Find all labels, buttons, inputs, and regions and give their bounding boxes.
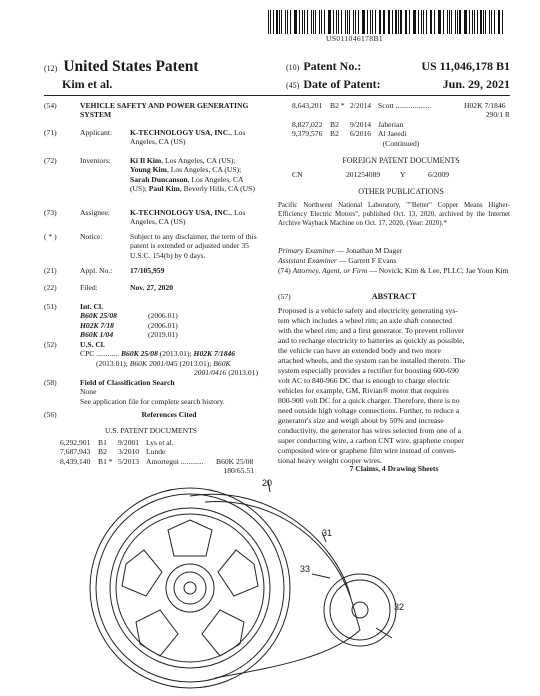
ref-number: 9,379,576 <box>292 129 323 139</box>
abstract-line: tem which includes a wheel rim; an axle shaft connected <box>278 316 452 325</box>
barcode-bar <box>294 10 295 34</box>
field-code: (73) <box>44 208 57 217</box>
attorney-label: Attorney, Agent, or Firm <box>292 266 368 275</box>
field-code: (21) <box>44 266 57 275</box>
belt-line-inner <box>205 502 350 596</box>
barcode-bar <box>414 10 415 34</box>
barcode-bar <box>328 10 329 34</box>
left-references-list <box>60 438 260 476</box>
application-number: 17/105,959 <box>130 266 165 275</box>
axle-center <box>184 582 196 594</box>
barcode-bar <box>485 10 486 34</box>
barcode-bar <box>449 10 450 34</box>
abstract-line: volt AC to 840-966 DC that is enough to charge electric <box>278 376 450 385</box>
reference-row <box>60 457 260 466</box>
spoke-opening <box>122 550 162 596</box>
attorney <box>278 266 510 275</box>
barcode-bar <box>398 10 399 34</box>
field-code: (56) <box>44 410 57 419</box>
barcode-bar <box>400 10 402 34</box>
barcode-bar <box>409 10 410 34</box>
assignee-value <box>130 208 258 227</box>
patent-date-label <box>286 76 381 94</box>
barcode-bar <box>380 10 381 34</box>
barcode-bar <box>451 10 452 34</box>
abstract-line: Proposed is a vehicle safety and electricity generating sys- <box>278 306 458 315</box>
figure-label-33: 33 <box>300 564 311 574</box>
figure-label-20: 20 <box>262 478 273 488</box>
figure-label-31: 31 <box>322 528 333 538</box>
inventors-field <box>44 156 258 194</box>
wheel-rim-outer <box>90 488 290 688</box>
field-label: Notice: <box>80 232 103 241</box>
abstract-line: need outside high voltage connections. Further, to reduce a <box>278 406 460 415</box>
reference-row <box>60 447 260 456</box>
abstract-line: with the wheel rim; and a first generator. To prevent rollover <box>278 326 465 335</box>
inventor-name: Sarah Duncanson <box>130 174 188 184</box>
barcode-bar <box>372 10 373 34</box>
search-field <box>44 378 258 406</box>
authors: Kim et al. <box>62 77 113 91</box>
abstract-line: the vehicle can have an extended body and two more <box>278 346 441 355</box>
barcode-bar <box>295 10 297 34</box>
barcode-bar <box>502 10 503 34</box>
ref-kind: B2 <box>98 447 107 457</box>
attorney-name: — Novick, Kim & Lee, PLLC; Jae Youn Kim <box>367 266 509 275</box>
cpc-class: H02K 7/1846 <box>193 349 236 359</box>
ref-date: 2/2014 <box>350 101 372 110</box>
examiner-label: Primary Examiner <box>278 246 335 255</box>
barcode-bar <box>494 10 495 34</box>
foreign-kind: Y <box>400 170 406 179</box>
barcode-bar <box>426 10 427 34</box>
barcode-bar <box>383 10 385 34</box>
cpc-version: (2013.01); <box>177 358 214 368</box>
barcode-bar <box>406 10 407 34</box>
ref-name: Al Jaeedi <box>378 129 407 139</box>
barcode-number: US011046178B1 <box>326 34 384 43</box>
abstract-line: generator's size and weigh about by 50% and increase <box>278 416 444 425</box>
ref-name: Scott ................... <box>378 101 432 110</box>
patent-type-title <box>44 58 199 76</box>
barcode-bar <box>370 10 371 34</box>
patent-drawing <box>30 478 510 696</box>
barcode-bar <box>287 10 288 34</box>
abstract-line: conductivity, the generator has wires selected from one of a <box>278 426 462 435</box>
barcode-bar <box>439 10 440 34</box>
barcode-bar <box>459 10 460 34</box>
inventor-location: , Los Angeles, CA (US); <box>130 174 244 194</box>
ref-date: 5/2013 <box>118 456 140 466</box>
abstract-line: 800-900 volt DC for a quick charger. Therefore, there is no <box>278 396 460 405</box>
barcode-bar <box>341 10 342 34</box>
field-label: Assignee: <box>80 208 110 217</box>
other-publication-text: Pacific Northwest National Laboratory, ""Better" Copper Means Higher-Efficiency Electric Motors", published Oct. 13, 2020, archived by the Internet Archive Wayback Machine on Oct. 17, 2020, (Year: 2020).* <box>278 201 510 227</box>
document-title: United States Patent <box>63 58 199 75</box>
barcode-bar <box>474 10 475 34</box>
barcode-bar <box>319 10 321 34</box>
us-cl-block <box>80 340 258 378</box>
applicant-location: , Los Angeles, CA (US) <box>130 128 246 147</box>
barcode-bar <box>434 10 435 34</box>
ref-class: H02K 7/1846 <box>464 101 506 110</box>
patent-date-code: (45) <box>286 81 300 90</box>
ref-kind: B2 <box>330 129 339 139</box>
assistant-examiner <box>278 256 510 265</box>
field-label: Appl. No.: <box>80 266 113 275</box>
us-cl-field <box>44 340 258 378</box>
patent-date: Jun. 29, 2021 <box>442 77 510 91</box>
examiner-label: Assistant Examiner <box>278 256 337 265</box>
inventor-name: Paul Kim <box>148 184 180 194</box>
cpc-version: (2013.01); <box>96 358 130 368</box>
filed-field <box>44 283 258 292</box>
barcode-bar <box>464 10 465 34</box>
field-label: Inventors: <box>80 156 111 165</box>
barcode-bar <box>273 10 274 34</box>
ref-name: Amortegui ............ <box>146 456 204 466</box>
barcode-bar <box>477 10 478 34</box>
barcode-bar <box>311 10 312 34</box>
cpc-label: CPC ............ <box>80 349 120 359</box>
abstract-heading <box>278 292 510 301</box>
barcode-bar <box>379 10 380 34</box>
field-code: (71) <box>44 128 57 137</box>
cpc-text <box>80 349 258 358</box>
barcode-bar <box>498 10 499 34</box>
foreign-country: CN <box>292 170 303 179</box>
abstract-line: and to recharge electricity to batteries as quickly as possible, <box>278 336 465 345</box>
ref-number: 7,687,943 <box>60 447 91 457</box>
ref-number: 6,292,901 <box>60 438 91 447</box>
field-code: (72) <box>44 156 57 165</box>
field-code: (54) <box>44 101 57 110</box>
barcode-bar <box>443 10 445 34</box>
field-label: U.S. Cl. <box>80 340 105 349</box>
cpc-version: (2013.01) <box>226 368 258 378</box>
barcode-bar <box>336 10 337 34</box>
spoke-opening <box>136 610 178 656</box>
barcode-bar <box>491 10 492 34</box>
patent-number-row <box>286 58 510 76</box>
abstract-text <box>278 306 510 466</box>
examiner-name: — Jonathan M Dager <box>334 246 403 255</box>
patent-header-right <box>286 58 510 94</box>
field-label: Int. Cl. <box>80 302 103 311</box>
reference-row <box>292 120 510 129</box>
barcode-bar <box>489 10 491 34</box>
field-label: Applicant: <box>80 128 113 137</box>
wheel-hub <box>166 564 214 612</box>
barcode-bar <box>299 10 300 34</box>
field-label: Field of Classification Search <box>80 378 175 387</box>
barcode-bar <box>499 10 500 34</box>
assignee-location: , Los Angeles, CA (US) <box>130 208 246 227</box>
inventor-location: , Los Angeles, CA (US); <box>161 156 236 165</box>
cpc-class: B60K <box>213 358 231 368</box>
barcode-bar <box>480 10 481 34</box>
barcode-bar <box>483 10 484 34</box>
applicant-field <box>44 128 258 147</box>
int-cl-row <box>80 311 258 320</box>
barcode-bar <box>447 10 448 34</box>
ref-kind: B1 * <box>98 456 113 466</box>
cpc-text-2 <box>80 359 258 368</box>
barcode-bar <box>388 10 389 34</box>
notice-field <box>44 232 258 260</box>
wheel-rim-inner <box>110 508 270 668</box>
claims-sheets: 7 Claims, 4 Drawing Sheets <box>349 464 439 473</box>
ref-date: 3/2010 <box>118 447 140 457</box>
barcode <box>268 10 506 34</box>
cpc-class: B60K 25/08 <box>120 349 158 359</box>
barcode-bar <box>430 10 431 34</box>
barcode-bar <box>405 10 406 34</box>
barcode-bar <box>324 10 325 34</box>
field-code: (74) <box>278 266 291 275</box>
right-references-list <box>292 101 510 148</box>
ref-name: Jaberian <box>378 119 404 129</box>
field-code: (52) <box>44 340 57 349</box>
barcode-bar <box>392 10 393 34</box>
leader-line <box>312 574 330 578</box>
barcode-bar <box>438 10 439 34</box>
barcode-bar <box>472 10 473 34</box>
country-code: (12) <box>44 64 58 73</box>
examiner-name: — Garrett F Evans <box>336 256 397 265</box>
reference-row <box>292 129 510 138</box>
int-cl-class: H02K 7/18 <box>80 320 114 330</box>
barcode-bar <box>304 10 305 34</box>
foreign-docs-label: FOREIGN PATENT DOCUMENTS <box>342 156 460 165</box>
cpc-text-3 <box>80 368 258 377</box>
field-code: (57) <box>278 292 291 301</box>
barcode-bar <box>349 10 350 34</box>
filed-date: Nov. 27, 2020 <box>130 283 174 292</box>
barcode-bar <box>389 10 390 34</box>
patent-number-label <box>286 58 361 76</box>
barcode-bar <box>465 10 467 34</box>
invention-title: VEHICLE SAFETY AND POWER GENERATING SYSTEM <box>80 101 249 120</box>
barcode-bar <box>395 10 396 34</box>
search-block <box>80 378 258 406</box>
primary-examiner <box>278 246 510 255</box>
reference-continuation: 290/1 R <box>485 110 510 120</box>
inventor-location: , Los Angeles, CA (US); <box>166 165 242 175</box>
barcode-bar <box>268 10 269 34</box>
generator-pulley-outer <box>324 574 396 646</box>
spoke-opening <box>168 520 212 556</box>
search-note: See application file for complete search history. <box>80 396 225 406</box>
field-code: ( * ) <box>44 232 57 241</box>
refs-heading <box>44 410 258 419</box>
cpc-version: (2013.01); <box>157 349 194 359</box>
reference-continuation: 180/65.51 <box>223 466 254 476</box>
barcode-bar <box>285 10 286 34</box>
reference-row <box>292 101 510 110</box>
foreign-reference-row <box>292 170 510 179</box>
inventors-value <box>130 156 258 194</box>
inventor-location: , Beverly Hills, CA (US) <box>179 184 255 194</box>
ref-kind: B2 <box>330 119 339 129</box>
search-none: None <box>80 387 97 397</box>
abstract-line: system especially provides a rectifier for boosting 600-690 <box>278 366 459 375</box>
abstract-line: attached wheels, and the system can be installed thereto. The <box>278 356 466 365</box>
patent-date-row <box>286 76 510 94</box>
barcode-bar <box>363 10 365 34</box>
barcode-bar <box>418 10 419 34</box>
barcode-bar <box>423 10 425 34</box>
barcode-bar <box>281 10 282 34</box>
barcode-bar <box>455 10 456 34</box>
barcode-bar <box>345 10 346 34</box>
foreign-number: 201254089 <box>346 170 381 179</box>
wheel-rim-face <box>116 514 264 662</box>
barcode-bar <box>279 10 280 34</box>
spoke-opening <box>202 610 244 656</box>
reference-row <box>60 438 260 447</box>
int-cl-row <box>80 321 258 330</box>
barcode-bar <box>333 10 334 34</box>
other-publications-label: OTHER PUBLICATIONS <box>358 187 444 196</box>
int-cl-block <box>80 302 258 340</box>
field-code: (51) <box>44 302 57 311</box>
patent-header-left <box>44 58 199 92</box>
header-rule <box>44 95 510 96</box>
ref-kind: B2 * <box>330 101 345 110</box>
barcode-bar <box>358 10 359 34</box>
barcode-bar <box>329 10 330 34</box>
abstract-line: composited wire or graphene film wire instead of conven- <box>278 446 457 455</box>
field-code: (58) <box>44 378 57 387</box>
barcode-bar <box>321 10 322 34</box>
int-cl-version: (2006.01) <box>148 320 178 330</box>
int-cl-class: B60K 1/04 <box>80 330 114 340</box>
spoke-opening <box>218 550 258 596</box>
barcode-bar <box>353 10 354 34</box>
field-label: Filed: <box>80 283 98 292</box>
ref-number: 8,643,201 <box>292 101 323 110</box>
barcode-bar <box>276 10 278 34</box>
patent-number: US 11,046,178 B1 <box>421 59 510 73</box>
hub-cap <box>174 572 206 604</box>
application-number-field <box>44 266 258 275</box>
assignee-field <box>44 208 258 227</box>
ref-class: B60K 25/08 <box>216 456 254 466</box>
barcode-bar <box>347 10 348 34</box>
foreign-date: 6/2009 <box>428 170 450 179</box>
title-field <box>44 101 258 120</box>
barcode-bar <box>367 10 368 34</box>
barcode-bar <box>307 10 308 34</box>
cpc-class: 2001/0416 <box>193 368 227 378</box>
barcode-bar <box>270 10 271 34</box>
ref-date: 6/2016 <box>350 129 372 139</box>
continued-label: (Continued) <box>382 138 420 148</box>
references-cited-label: References Cited <box>141 410 197 419</box>
applicant-value <box>130 128 258 147</box>
int-cl-field <box>44 302 258 340</box>
barcode-bar <box>421 10 422 34</box>
ref-number: 8,827,022 <box>292 119 323 129</box>
ref-date: 9/2001 <box>118 438 140 447</box>
cpc-class: B60K 2001/045 <box>129 358 178 368</box>
assignee-name: K-TECHNOLOGY USA, INC. <box>130 208 231 217</box>
barcode-bar <box>469 10 470 34</box>
patent-number-label-text: Patent No.: <box>303 59 362 73</box>
abstract-line: tional heavy weight cooper wires. <box>278 456 382 465</box>
abstract-label: ABSTRACT <box>371 292 417 301</box>
inventor-name: Young Kim <box>130 165 167 175</box>
applicant-name: K-TECHNOLOGY USA, INC. <box>130 128 231 137</box>
ref-date: 9/2014 <box>350 119 372 129</box>
int-cl-version: (2019.01) <box>148 330 178 340</box>
barcode-bar <box>315 10 316 34</box>
us-patent-docs-label: U.S. PATENT DOCUMENTS <box>105 426 197 435</box>
ref-name: Lunde <box>146 447 166 457</box>
barcode-bar <box>431 10 432 34</box>
int-cl-version: (2006.01) <box>148 311 178 321</box>
int-cl-row <box>80 330 258 339</box>
barcode-bar <box>355 10 356 34</box>
ref-kind: B1 <box>98 438 107 447</box>
barcode-bar <box>362 10 363 34</box>
inventor-name: Ki Il Kim <box>130 156 162 165</box>
barcode-bar <box>290 10 291 34</box>
notice-text: Subject to any disclaimer, the term of this patent is extended or adjusted under 35 U.S.C. 154(b) by 0 days. <box>130 232 257 260</box>
patent-number-code: (10) <box>286 63 300 72</box>
ref-number: 8,439,140 <box>60 456 91 466</box>
abstract-line: vehicles for example, GM, Rivian® motor that requires <box>278 386 449 395</box>
field-code: (22) <box>44 283 57 292</box>
patent-date-label-text: Date of Patent: <box>303 77 381 91</box>
abstract-line: super conducting wire, a carbon CNT wire, graphene cooper <box>278 436 464 445</box>
barcode-bar <box>313 10 314 34</box>
barcode-bar <box>338 10 340 34</box>
barcode-bar <box>375 10 376 34</box>
barcode-bar <box>457 10 458 34</box>
barcode-bar <box>302 10 303 34</box>
wheel-rim-lip <box>96 494 284 682</box>
barcode-bar <box>413 10 414 34</box>
figure-label-32: 32 <box>394 602 405 612</box>
int-cl-class: B60K 25/08 <box>80 311 117 321</box>
ref-name: Lys et al. <box>146 438 174 447</box>
